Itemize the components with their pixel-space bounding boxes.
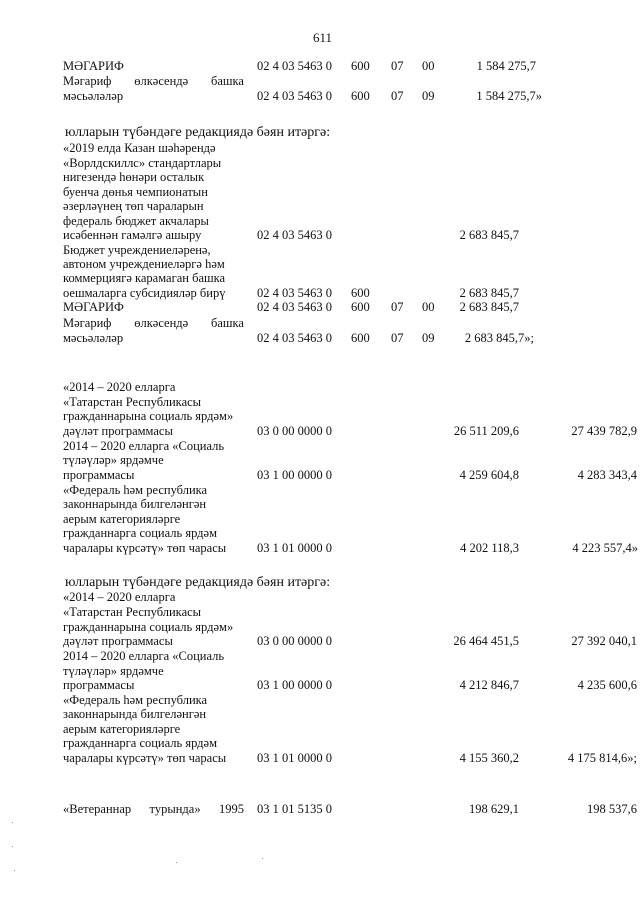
text-line: «Федераль һәм республика (63, 693, 208, 707)
text-line: «Ворлдскиллс» стандартлары (63, 156, 222, 170)
expense-type-code: 600 (351, 286, 370, 300)
amount-year-1: 198 629,1 (469, 802, 519, 816)
scan-speck (262, 858, 263, 859)
amount-year-1: 4 155 360,2 (459, 751, 519, 765)
text-line: аерым категорияләрге (63, 512, 181, 526)
text-line: законнарында билгеләнгән (63, 707, 207, 721)
target-code: 03 1 00 0000 0 (257, 678, 332, 692)
text-line: чаралары күрсәтү» төп чарасы (63, 541, 227, 555)
text-line: «Татарстан Республикасы (63, 395, 202, 409)
text-line: программасы (63, 678, 135, 692)
subsection-code: 09 (422, 331, 435, 345)
amount: 2 683 845,7 (459, 228, 519, 242)
text-line: «2019 елда Казан шәһәрендә (63, 141, 216, 155)
target-code: 03 0 00 0000 0 (257, 424, 332, 438)
text-line: «Федераль һәм республика (63, 483, 208, 497)
amount: 1 584 275,7 (476, 59, 536, 73)
section-code: 07 (391, 59, 404, 73)
text-line: автоном учреждениеләргә һәм (63, 257, 225, 271)
text-line: «2014 – 2020 елларга (63, 380, 176, 394)
target-code: 02 4 03 5463 0 (257, 59, 332, 73)
text-line: «Татарстан Республикасы (63, 605, 202, 619)
text-line: программасы (63, 468, 135, 482)
text-line: гражданнарга социаль ярдәм (63, 526, 217, 540)
text-line: дәүләт программасы (63, 634, 173, 648)
section-code: 07 (391, 300, 404, 314)
text-line: федераль бюджет акчалары (63, 214, 209, 228)
target-code: 03 1 01 5135 0 (257, 802, 332, 816)
text-line: гражданнарына социаль ярдәм» (63, 409, 234, 423)
row-name-line-1: Мәгариф өлкәсендә башка (63, 74, 244, 88)
amount-year-2: 4 283 343,4 (577, 468, 637, 482)
subsection-code: 00 (422, 59, 435, 73)
row-name-line-2: мәсьәләләр (63, 331, 124, 345)
row-name-line-2: мәсьәләләр (63, 89, 124, 103)
section-code: 07 (391, 331, 404, 345)
amount-year-1: 26 464 451,5 (453, 634, 519, 648)
text-line: коммерциягә карамаган башка (63, 271, 226, 285)
amount-year-2: 198 537,6 (587, 802, 637, 816)
amount-year-1: 26 511 209,6 (453, 424, 519, 438)
instruction-heading: юлларын түбәндәге редакциядә бәян итәргә: (65, 575, 331, 590)
expense-type-code: 600 (351, 59, 370, 73)
text-line: түләүләр» ярдәмче (63, 664, 164, 678)
text-line: исәбеннән гамәлгә ашыру (63, 228, 202, 242)
target-code: 03 1 00 0000 0 (257, 468, 332, 482)
target-code: 03 1 01 0000 0 (257, 751, 332, 765)
text-line: оешмаларга субсидияләр бирү (63, 286, 226, 300)
row-name-line-1: Мәгариф өлкәсендә башка (63, 316, 244, 330)
text-line: «Ветераннар турында» 1995 (63, 802, 244, 816)
text-line: законнарында билгеләнгән (63, 497, 207, 511)
expense-type-code: 600 (351, 331, 370, 345)
amount-year-2: 4 175 814,6»; (567, 751, 637, 765)
amount-year-1: 4 212 846,7 (459, 678, 519, 692)
scan-speck (176, 862, 177, 863)
expense-type-code: 600 (351, 300, 370, 314)
subsection-code: 00 (422, 300, 435, 314)
target-code: 02 4 03 5463 0 (257, 300, 332, 314)
scan-speck (12, 822, 13, 823)
row-name: МӘГАРИФ (63, 59, 124, 73)
amount: 2 683 845,7»; (464, 331, 534, 345)
target-code: 02 4 03 5463 0 (257, 89, 332, 103)
amount-year-2: 27 392 040,1 (571, 634, 637, 648)
text-line: дәүләт программасы (63, 424, 173, 438)
text-line: Бюджет учреждениеләренә, (63, 243, 211, 257)
text-line: «2014 – 2020 елларга (63, 590, 176, 604)
subsection-code: 09 (422, 89, 435, 103)
text-line: әзерләүнең төп чараларын (63, 199, 204, 213)
text-line: чаралары күрсәтү» төп чарасы (63, 751, 227, 765)
text-line: буенча дөнья чемпионатын (63, 185, 208, 199)
target-code: 02 4 03 5463 0 (257, 331, 332, 345)
text-line: гражданнарына социаль ярдәм» (63, 620, 234, 634)
text-line: гражданнарга социаль ярдәм (63, 736, 217, 750)
amount-year-2: 4 223 557,4» (572, 541, 638, 555)
amount: 2 683 845,7 (459, 286, 519, 300)
text-line: аерым категорияләрге (63, 722, 181, 736)
row-name: МӘГАРИФ (63, 300, 124, 314)
amount-year-1: 4 202 118,3 (460, 541, 519, 555)
instruction-heading: юлларын түбәндәге редакциядә бәян итәргә: (65, 125, 331, 140)
target-code: 03 1 01 0000 0 (257, 541, 332, 555)
scan-speck (12, 846, 13, 847)
section-code: 07 (391, 89, 404, 103)
target-code: 02 4 03 5463 0 (257, 228, 332, 242)
amount-year-2: 4 235 600,6 (577, 678, 637, 692)
text-line: түләүләр» ярдәмче (63, 453, 164, 467)
expense-type-code: 600 (351, 89, 370, 103)
text-line: нигезендә һөнәри осталык (63, 170, 205, 184)
target-code: 03 0 00 0000 0 (257, 634, 332, 648)
amount-year-1: 4 259 604,8 (459, 468, 519, 482)
amount: 1 584 275,7» (476, 89, 542, 103)
text-line: 2014 – 2020 елларга «Социаль (63, 439, 225, 453)
text-line: 2014 – 2020 елларга «Социаль (63, 649, 225, 663)
page-number: 611 (313, 30, 333, 45)
target-code: 02 4 03 5463 0 (257, 286, 332, 300)
amount-year-2: 27 439 782,9 (571, 424, 637, 438)
scan-speck (14, 870, 15, 871)
amount: 2 683 845,7 (459, 300, 519, 314)
